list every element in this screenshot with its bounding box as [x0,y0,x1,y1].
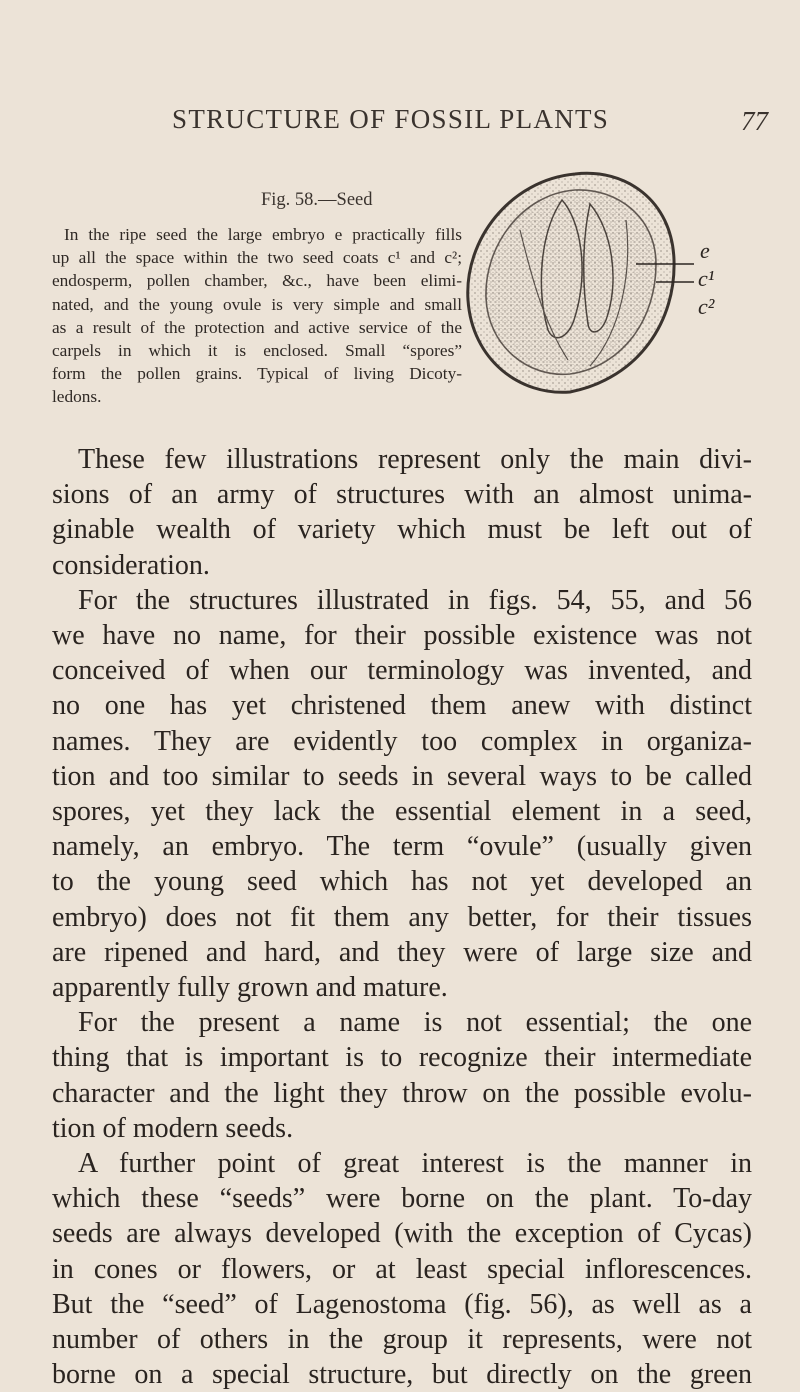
label-c2: c² [698,294,715,319]
label-c1: c¹ [698,266,715,291]
figure-description-line: endosperm, pollen chamber, &c., have been elimi- [52,271,462,291]
body-line: sions of an army of structures with an almost unima- [52,479,752,511]
running-header [0,104,800,144]
body-line: tion of modern seeds. [52,1112,294,1144]
body-line: which these “seeds” were borne on the plant. To-day [52,1183,752,1215]
body-line: borne on a special structure, but directly on the green [52,1359,752,1391]
figure-description-line: form the pollen grains. Typical of living Dicoty- [52,364,462,384]
body-line: apparently fully grown and mature. [52,972,448,1004]
figure-description-line: carpels in which it is enclosed. Small “spores” [52,341,462,361]
body-line: thing that is important is to recognize their intermediate [52,1042,752,1074]
figure-description-line: as a result of the protection and active service of the [52,317,462,337]
body-line: number of others in the group it represents, were not [52,1324,752,1356]
body-line: namely, an embryo. The term “ovule” (usually given [52,831,752,863]
body-line: no one has yet christened them anew with distinct [52,690,752,722]
seed-drawing [450,160,710,420]
figure-description [52,223,462,409]
body-line: we have no name, for their possible existence was not [52,620,752,652]
body-line: For the structures illustrated in figs. 54, 55, and 56 [78,584,752,616]
figure-description-line: ledons. [52,387,102,407]
seed-illustration [450,160,715,420]
body-line: to the young seed which has not yet developed an [52,866,752,898]
body-line: conceived of when our terminology was invented, and [52,655,752,687]
figure-caption: Fig. 58.—Seed [261,190,373,210]
figure-description-line: In the ripe seed the large embryo e practically fills [64,225,462,244]
body-line: in cones or flowers, or at least special inflorescences. [52,1253,752,1285]
body-line: tion and too similar to seeds in several ways to be called [52,760,752,792]
running-title: STRUCTURE OF FOSSIL PLANTS [172,104,610,134]
body-line: But the “seed” of Lagenostoma (fig. 56), as well as a [52,1288,752,1320]
body-line: spores, yet they lack the essential element in a seed, [52,796,752,828]
body-text [52,442,752,1392]
body-line: are ripened and hard, and they were of large size and [52,936,752,968]
body-line: character and the light they throw on the possible evolu- [52,1077,752,1109]
body-line: A further point of great interest is the manner in [78,1148,752,1180]
body-line: names. They are evidently too complex in organiza- [52,725,752,757]
page-number: 77 [741,106,768,136]
label-e: e [700,238,710,263]
body-line: ginable wealth of variety which must be left out of [52,514,752,546]
figure-description-line: up all the space within the two seed coats c¹ and c²; [52,248,462,268]
body-line: These few illustrations represent only the main divi- [78,444,752,475]
body-line: consideration. [52,549,210,581]
body-line: For the present a name is not essential; the one [78,1007,752,1039]
body-line: embryo) does not fit them any better, for their tissues [52,901,752,933]
body-line: seeds are always developed (with the exception of Cycas) [52,1218,752,1250]
figure-description-line: nated, and the young ovule is very simple and small [52,294,462,314]
